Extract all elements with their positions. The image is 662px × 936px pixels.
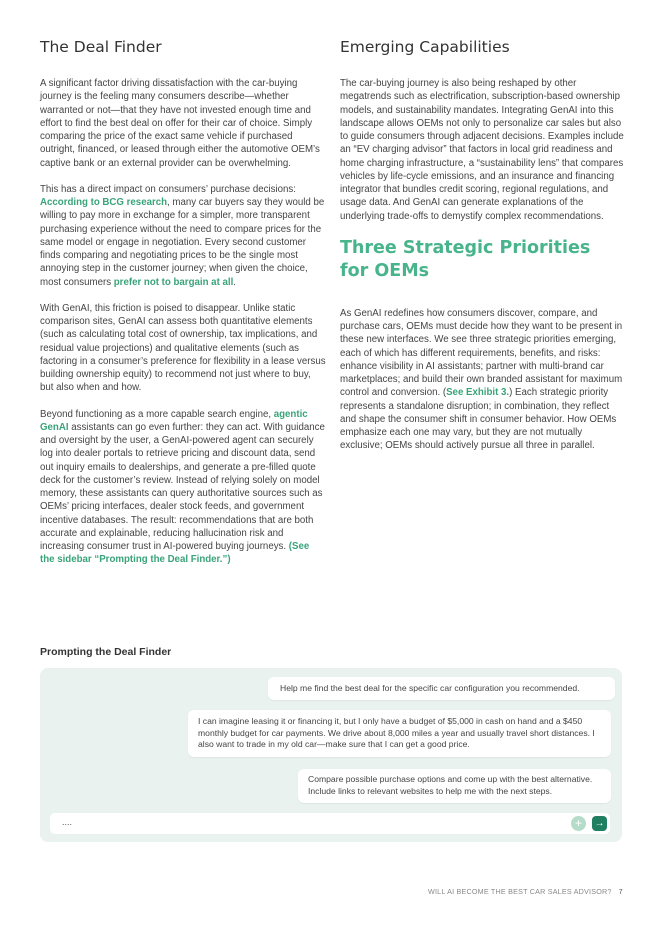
plus-icon[interactable]: + <box>571 816 586 831</box>
deal-finder-paragraph-2: This has a direct impact on consumers’ purchase decisions: According to BCG research, many car buyers say they would be willing to pay more in exchange for a simpler, more transparent purchasing experience without the need to compare prices for the same model or engage in negotiation. Every second customer finds comparing and negotiating prices to be the single most annoying step in the customer journey; when given the choice, most consumers prefer not to bargain at all. <box>40 183 325 288</box>
left-column <box>40 36 326 580</box>
bcg-research-link[interactable]: According to BCG research <box>40 197 168 208</box>
emerging-capabilities-title: Emerging Capabilities <box>340 38 510 56</box>
emerging-capabilities-paragraph: The car-buying journey is also being reshaped by other megatrends such as electrification, subscription-based ownership models, and sustainability mandates. Integrating GenAI into this landscape allows OEMs not only to personalize car sales but also to guide consumers through adjacent decisions. Examples include an “EV charging advisor” that factors in local grid readiness and home charging infrastructure, a “sustainability lens” that compares vehicles by life-cycle emissions, and an insurance and financing integrator that bundles credit scoring, regional regulations, and usage data. And GenAI can generate explanations of the underlying trade-offs to demystify complex recommendations. <box>340 78 624 222</box>
chat-input-value: .... <box>62 817 73 827</box>
prefer-not-to-bargain-link[interactable]: prefer not to bargain at all <box>113 276 234 288</box>
right-column <box>340 36 626 466</box>
deal-finder-paragraph-3: With GenAI, this friction is poised to disappear. Unlike static comparison sites, GenAI can assess both quantitative elements (such as calculating total cost of ownership, tax implications, and residual value projections) and qualitative elements (such as factoring in a consumer’s preference for flexibility in a lease versus building ownership equity) to recommend not just where to buy, but also when and how. <box>40 302 326 394</box>
page-footer <box>428 887 623 896</box>
chat-message-2: I can imagine leasing it or financing it, but I only have a budget of $5,000 in cash on hand and a $450 monthly budget for car payments. We drive about 8,000 miles a year and usually travel short distances. I also want to trade in my old car—make sure that I can get a good price. <box>188 710 611 757</box>
sidebar-reference-link[interactable]: See the sidebar “Prompting the Deal Finder.” <box>40 541 310 566</box>
chat-message-1: Help me find the best deal for the specific car configuration you recommended. <box>268 677 615 700</box>
chat-message-3: Compare possible purchase options and come up with the best alternative. Include links to relevant websites to help me with the next steps. <box>298 769 611 803</box>
sidebar-title: Prompting the Deal Finder <box>40 646 172 658</box>
running-title: WILL AI BECOME THE BEST CAR SALES ADVISOR? <box>428 887 612 896</box>
exhibit-3-link[interactable]: See Exhibit 3. <box>446 387 510 399</box>
chat-panel <box>40 668 622 842</box>
deal-finder-paragraph-1: A significant factor driving dissatisfaction with the car-buying journey is the feeling many consumers describe—whether warranted or not—that they have not invested enough time and effort to find the best deal on offer for their car of choice. Simply comparing the price of the exact same vehicle if purchased outright, financed, or leased through either the automotive OEM’s captive bank or an external provider can be overwhelming. <box>40 78 320 169</box>
chat-input[interactable] <box>50 813 610 834</box>
send-arrow-icon[interactable]: → <box>592 816 607 831</box>
page-number: 7 <box>618 887 623 896</box>
agentic-genai-link[interactable]: agentic GenAI <box>40 408 308 433</box>
deal-finder-title: The Deal Finder <box>40 38 162 56</box>
deal-finder-paragraph-4: Beyond functioning as a more capable search engine, agentic GenAI assistants can go even further: they can act. With guidance and oversight by the user, a GenAI-powered agent can securely log into dealer portals to retrieve pricing and discount data, send out inquiry emails to dealerships, and generate a pre-filled quote deck for the customer’s review. Instead of relying solely on model memory, these assistants can query authoritative sources such as OEMs’ pricing interfaces, dealer stock feeds, and government incentive databases. The result: recommendations that are both accurate and explainable, reducing hallucination risk and increasing consumer trust in AI-powered buying journeys. (See the sidebar “Prompting the Deal Finder.”) <box>40 408 325 566</box>
strategic-priorities-paragraph: As GenAI redefines how consumers discover, compare, and purchase cars, OEMs must decide how they want to be present in these new interfaces. We see three strategic priorities emerging, each of which has different requirements, benefits, and risks: enhance visibility in AI assistants; partner with multi-brand car marketplaces; and build their own branded assistant for maximum control and conversion. (See Exhibit 3.) Each strategic priority represents a standalone disruption; in combination, they reflect and shape the consumer shift in consumer behavior. How OEMs emphasize each one may vary, but they are not mutually exclusive; OEMs should actively pursue all three in parallel. <box>340 307 623 452</box>
strategic-priorities-heading: Three Strategic Priorities for OEMs <box>340 237 591 281</box>
